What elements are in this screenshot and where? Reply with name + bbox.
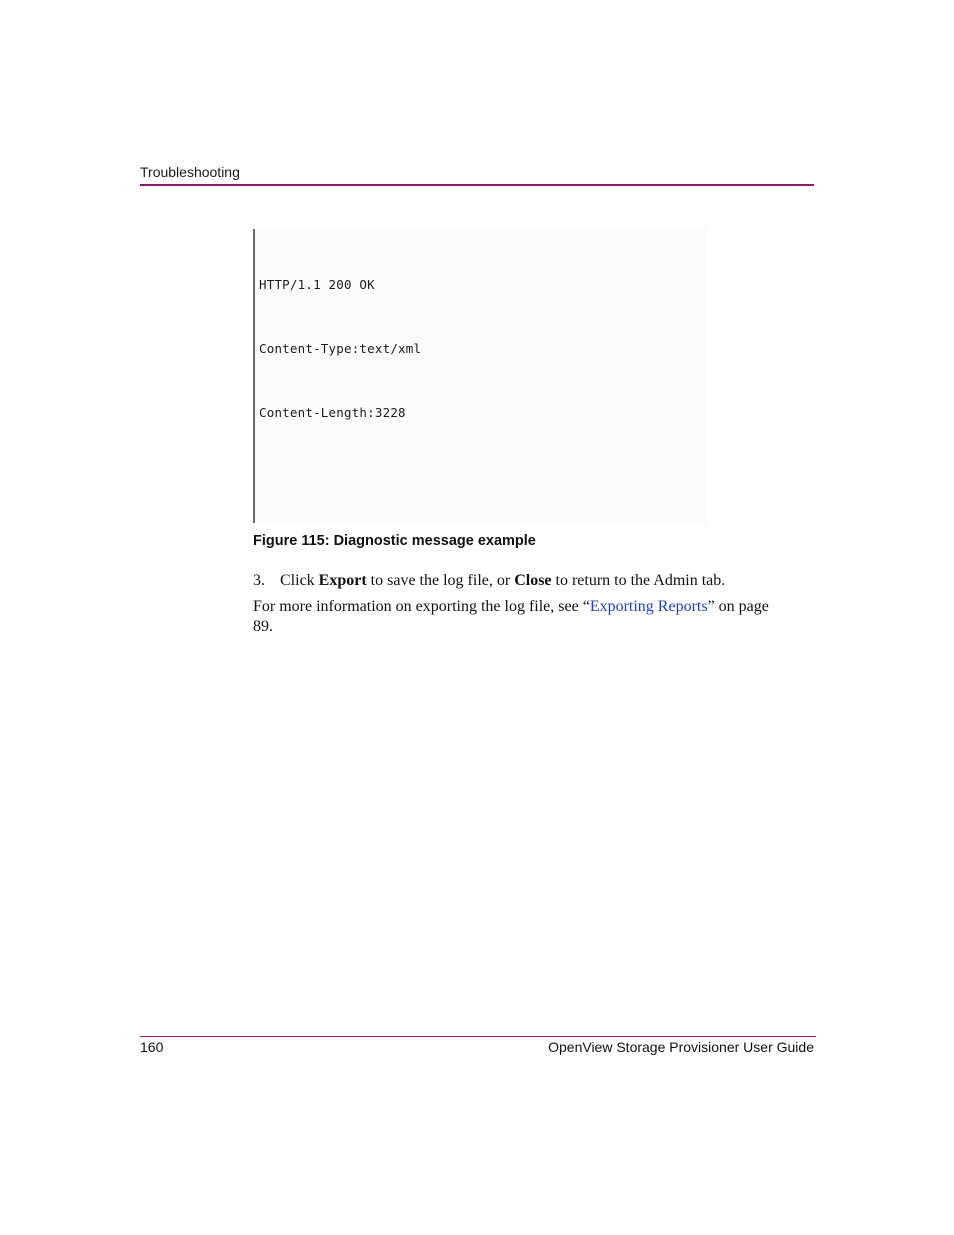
para-text: For more information on exporting the log file, see “ <box>253 598 590 615</box>
diagnostic-message-screenshot <box>253 229 707 523</box>
step-3 <box>253 571 793 591</box>
step-text: to return to the Admin tab. <box>551 572 726 589</box>
para-text: ” on page 89. <box>253 598 769 635</box>
code-line: Content-Type:text/xml <box>259 341 422 357</box>
code-listing <box>259 231 653 523</box>
export-label: Export <box>318 572 367 589</box>
step-number: 3. <box>253 572 265 589</box>
code-line <box>259 466 653 487</box>
code-line: HTTP/1.1 200 OK <box>259 276 375 292</box>
step-text: to save the log file, or <box>366 572 515 589</box>
figure-caption: Figure 115: Diagnostic message example <box>253 533 536 549</box>
footer-rule <box>140 1036 816 1037</box>
more-info-paragraph <box>253 597 783 637</box>
document-title: OpenView Storage Provisioner User Guide <box>548 1039 814 1055</box>
exporting-reports-link[interactable]: Exporting Reports <box>589 598 708 615</box>
header-rule <box>140 184 814 186</box>
step-text: Click <box>280 572 319 589</box>
page-number: 160 <box>140 1039 164 1055</box>
close-label: Close <box>514 572 552 589</box>
code-line: Content-Length:3228 <box>259 405 406 421</box>
running-header: Troubleshooting <box>140 164 240 180</box>
